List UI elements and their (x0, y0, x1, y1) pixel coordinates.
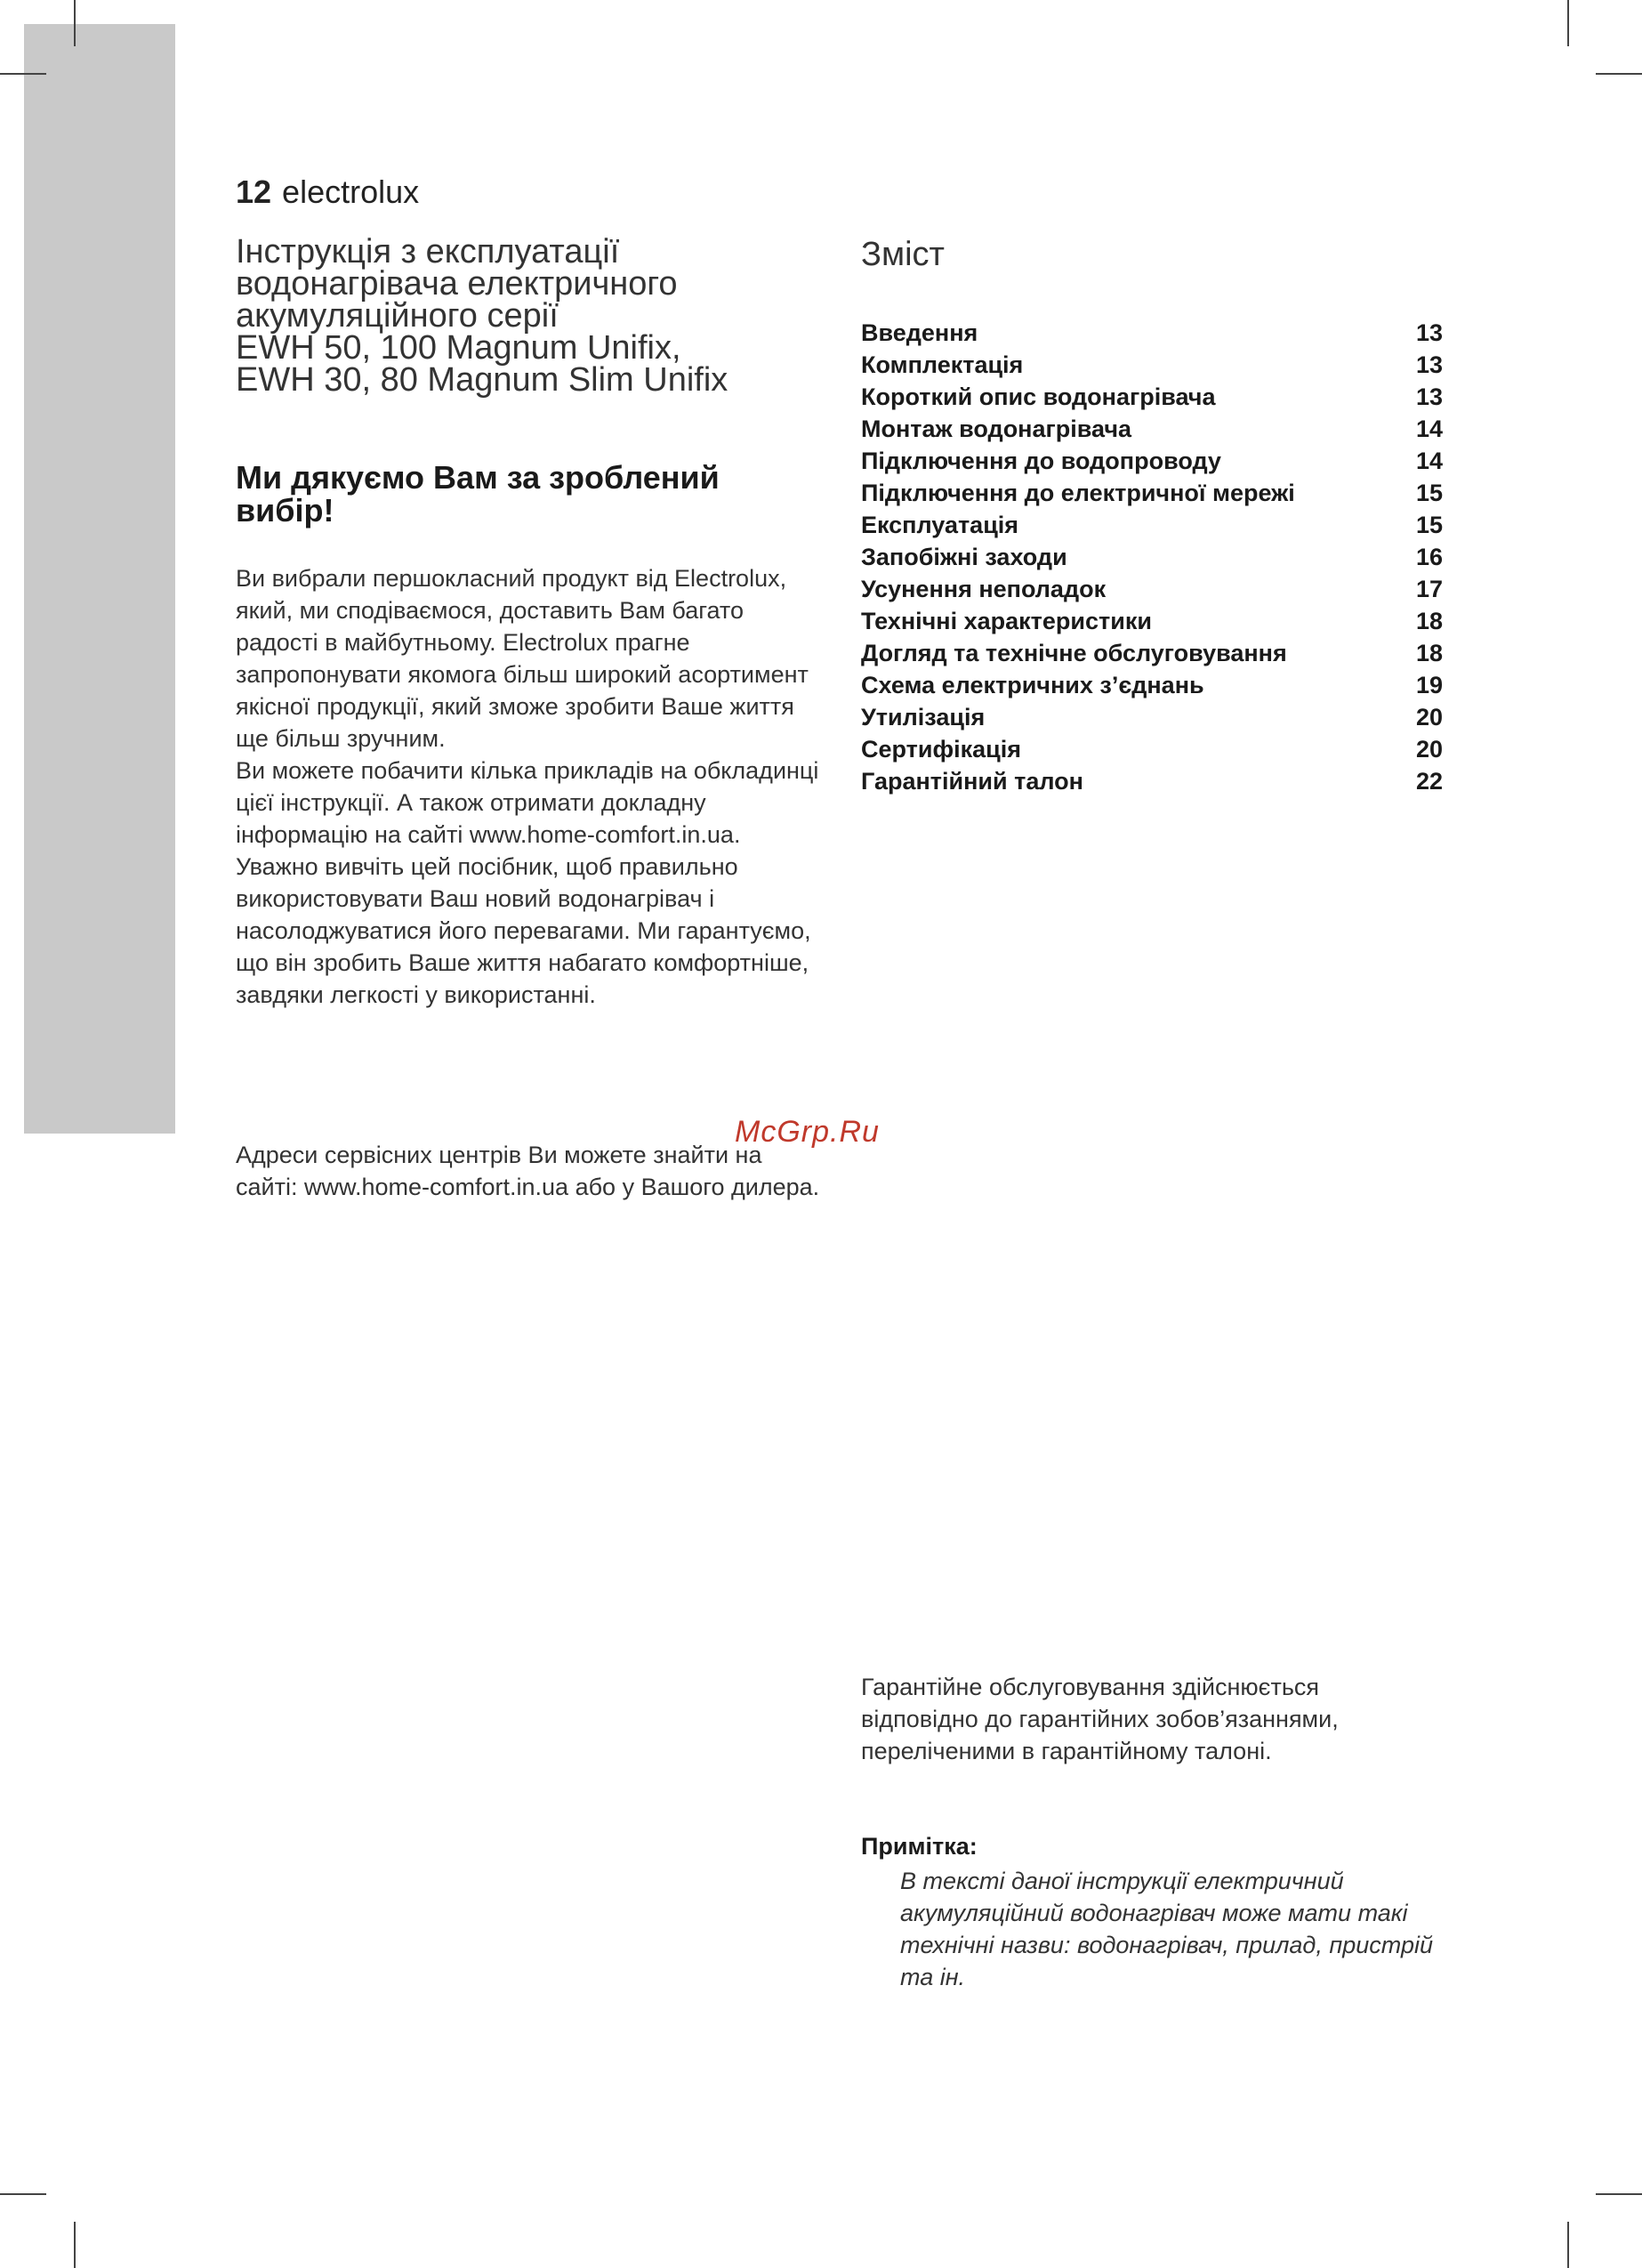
page-number: 12 (236, 174, 272, 210)
toc-item-label: Експлуатація (861, 512, 1019, 538)
toc-item-page: 18 (1415, 640, 1443, 666)
note-text: В тексті даної інструкції електричний акумуляційний водонагрівач може мати такі технічні назви: водонагрівач, прилад, пристрій та ін. (900, 1868, 1433, 1990)
toc-item-page: 13 (1415, 319, 1443, 346)
toc-item-label: Сертифікація (861, 736, 1021, 763)
toc-item (861, 605, 1443, 637)
toc-item-page: 16 (1415, 544, 1443, 570)
manual-title-line: EWH 30, 80 Magnum Slim Unifix (236, 361, 728, 399)
toc-item-page: 22 (1415, 768, 1443, 795)
table-of-contents (861, 317, 1443, 797)
toc-item (861, 381, 1443, 413)
toc-item-page: 20 (1415, 704, 1443, 730)
toc-item-label: Усунення неполадок (861, 576, 1107, 602)
crop-mark-bottom-left (74, 2222, 76, 2268)
crop-mark-top-right-h (1596, 73, 1642, 75)
toc-item (861, 317, 1443, 349)
note-label: Примітка: (861, 1833, 978, 1860)
crop-mark-bottom-right-h (1596, 2193, 1642, 2195)
toc-item (861, 413, 1443, 445)
manual-title-line: водонагрівача електричного (236, 265, 678, 303)
crop-mark-top-right (1567, 0, 1569, 46)
toc-item-label: Підключення до електричної мережі (861, 480, 1295, 506)
toc-item-label: Гарантійний талон (861, 768, 1083, 795)
intro-text (236, 562, 823, 1011)
warranty-text: Гарантійне обслуговування здійснюється відповідно до гарантійних зобов’язаннями, переліченими в гарантійному талоні. (861, 1674, 1339, 1764)
toc-item (861, 541, 1443, 573)
watermark: McGrp.Ru (735, 1115, 880, 1149)
manual-title (236, 233, 841, 399)
toc-item-page: 15 (1415, 512, 1443, 538)
crop-mark-top-left (74, 0, 76, 46)
toc-item-label: Схема електричних з’єднань (861, 672, 1204, 698)
toc-item (861, 573, 1443, 605)
toc-item-label: Утилізація (861, 704, 986, 730)
toc-item (861, 701, 1443, 733)
toc-item-page: 19 (1415, 672, 1443, 698)
toc-item-label: Введення (861, 319, 978, 346)
toc-item-page: 20 (1415, 736, 1443, 763)
toc-item (861, 445, 1443, 477)
manual-title-line: Інструкція з експлуатації (236, 233, 620, 270)
toc-item-page: 13 (1415, 351, 1443, 378)
toc-item (861, 477, 1443, 509)
toc-item (861, 669, 1443, 701)
toc-item (861, 349, 1443, 381)
intro-paragraph: Ви можете побачити кілька прикладів на обкладинці цієї інструкції. А також отримати докладну інформацію на сайті www.home-comfort.in.ua. (236, 757, 819, 848)
toc-item (861, 765, 1443, 797)
thanks-heading: Ми дякуємо Вам за зроблений вибір! (236, 459, 720, 529)
toc-item-label: Підключення до водопроводу (861, 448, 1221, 474)
toc-item-page: 17 (1415, 576, 1443, 602)
manual-title-line: EWH 50, 100 Magnum Unifix, (236, 329, 681, 367)
intro-paragraph: Ви вибрали першокласний продукт від Electrolux, який, ми сподіваємося, доставить Вам багато радості в майбутньому. Electrolux прагне запропонувати якомога більш широкий асортимент якісної продукції, який зможе зробити Ваше життя ще більш зручним. (236, 565, 809, 752)
service-paragraph: Адреси сервісних центрів Ви можете знайти на сайті: www.home-comfort.in.ua або у Вашого дилера. (236, 1142, 820, 1200)
toc-item (861, 637, 1443, 669)
toc-item-label: Короткий опис водонагрівача (861, 383, 1216, 410)
page-header (236, 174, 419, 211)
crop-mark-top-left-h (0, 73, 46, 75)
intro-paragraph: Уважно вивчіть цей посібник, щоб правильно використовувати Ваш новий водонагрівач і насолоджуватися його перевагами. Ми гарантуємо, що він зробить Ваше життя набагато комфортніше, завдяки легкості у використанні. (236, 853, 811, 1008)
crop-mark-bottom-right (1567, 2222, 1569, 2268)
brand-name: electrolux (282, 174, 420, 210)
toc-item-label: Догляд та технічне обслуговування (861, 640, 1287, 666)
toc-item-label: Запобіжні заходи (861, 544, 1067, 570)
manual-title-line: акумуляційного серії (236, 297, 559, 335)
toc-item-page: 14 (1415, 416, 1443, 442)
toc-item (861, 733, 1443, 765)
side-tab (24, 24, 175, 1134)
toc-item-label: Технічні характеристики (861, 608, 1152, 634)
toc-item-page: 15 (1415, 480, 1443, 506)
toc-item-label: Комплектація (861, 351, 1024, 378)
toc-item-label: Монтаж водонагрівача (861, 416, 1132, 442)
toc-item-page: 13 (1415, 383, 1443, 410)
toc-item-page: 14 (1415, 448, 1443, 474)
toc-item (861, 509, 1443, 541)
crop-mark-bottom-left-h (0, 2193, 46, 2195)
toc-title: Зміст (861, 236, 945, 273)
toc-item-page: 18 (1415, 608, 1443, 634)
